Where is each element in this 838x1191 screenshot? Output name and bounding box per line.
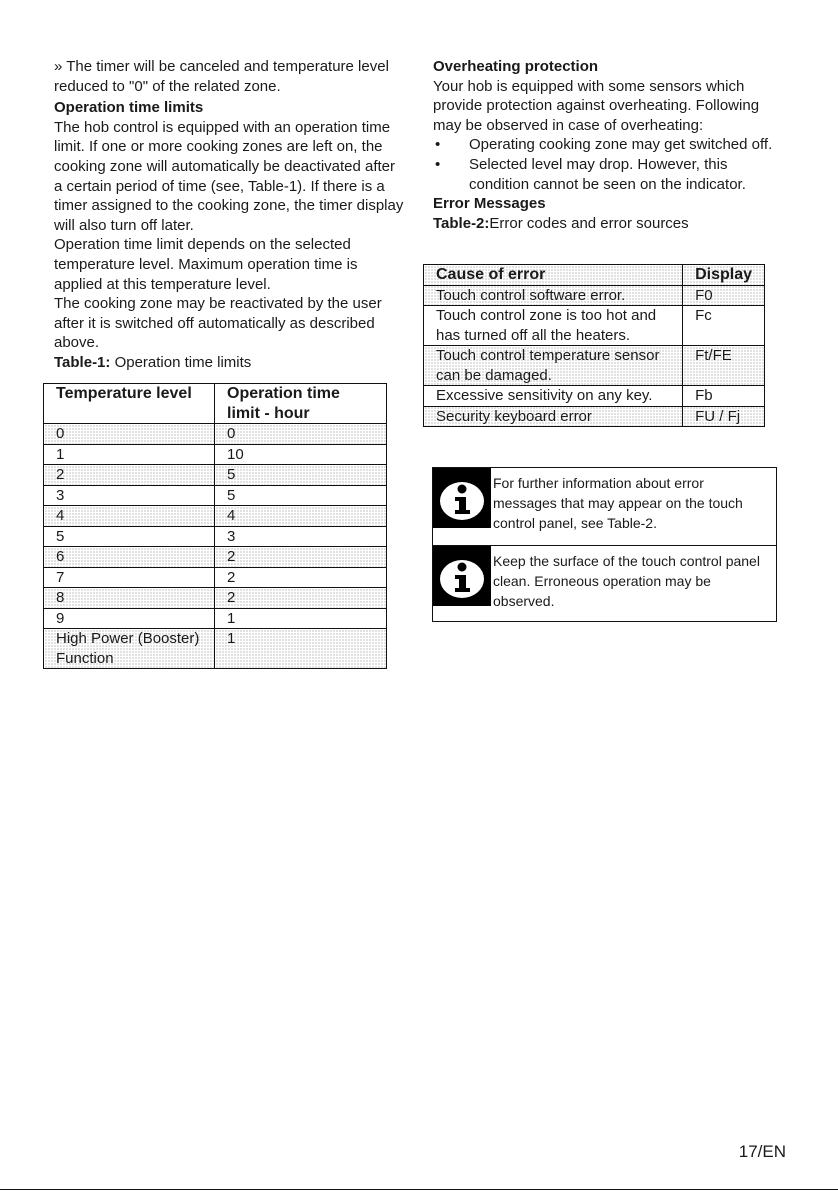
table-row xyxy=(424,306,765,346)
table-row xyxy=(44,444,387,465)
table-cell: 2 xyxy=(215,567,387,588)
table-header-cell: Cause of error xyxy=(424,265,683,286)
table-cell: Fb xyxy=(683,386,765,407)
note-text: Keep the surface of the touch control panel clean. Erroneous operation may be observed. xyxy=(493,553,760,609)
table-cell: 0 xyxy=(215,424,387,445)
page-number: 17/EN xyxy=(738,1142,786,1161)
table-cell: FU / Fj xyxy=(683,406,765,427)
operation-time-paragraph: The hob control is equipped with an operation time limit. If one or more cooking zones are left on, the cooking zone will automatically be deactivated after a certain period of time (see, Table-1). If there is a timer assigned to the cooking zone, the timer display will also turn off later. xyxy=(54,118,404,234)
table-cell: 1 xyxy=(215,608,387,629)
table-cell: Touch control software error. xyxy=(424,285,683,306)
table-cell: 2 xyxy=(215,588,387,609)
error-codes-table xyxy=(423,264,765,427)
table-cell: Security keyboard error xyxy=(424,406,683,427)
table-cell: 3 xyxy=(215,526,387,547)
table-cell: Ft/FE xyxy=(683,346,765,386)
table-cell: Touch control zone is too hot and has turned off all the heaters. xyxy=(424,306,683,346)
table-row xyxy=(44,506,387,527)
table-cell: 4 xyxy=(44,506,215,527)
table-row xyxy=(424,406,765,427)
table-row xyxy=(44,424,387,445)
table-cell: 2 xyxy=(44,465,215,486)
table-row xyxy=(424,386,765,407)
table-cell: Excessive sensitivity on any key. xyxy=(424,386,683,407)
operation-time-table xyxy=(43,383,387,669)
table1-caption xyxy=(54,353,404,373)
footer-divider xyxy=(0,1189,838,1190)
info-note xyxy=(433,545,776,621)
note-text: For further information about error messages that may appear on the touch control panel, see Table-2. xyxy=(493,475,743,531)
table-header-cell: Operation time limit - hour xyxy=(215,384,387,424)
notes-box xyxy=(432,467,777,622)
table-cell: 1 xyxy=(215,629,387,669)
table-cell: 5 xyxy=(215,465,387,486)
table-row xyxy=(44,547,387,568)
left-column xyxy=(54,57,404,373)
table-cell: 3 xyxy=(44,485,215,506)
table-header-row xyxy=(44,384,387,424)
table-cell: 1 xyxy=(44,444,215,465)
table-cell: 7 xyxy=(44,567,215,588)
table1-caption-label: Table-1: xyxy=(54,353,111,371)
table-row xyxy=(44,526,387,547)
table-row xyxy=(44,629,387,669)
reactivation-paragraph: The cooking zone may be reactivated by the user after it is switched off automatically as described above. xyxy=(54,295,382,352)
table-cell: 5 xyxy=(215,485,387,506)
overheating-paragraph: Your hob is equipped with some sensors which provide protection against overheating. Following may be observed in case of overheating: xyxy=(433,77,760,134)
timer-cancel-text: » The timer will be canceled and temperature level reduced to "0" of the related zone. xyxy=(54,58,389,95)
right-column xyxy=(433,57,785,233)
table-row xyxy=(44,485,387,506)
table2-caption-text: Error codes and error sources xyxy=(489,214,689,232)
table-header-cell: Display xyxy=(683,265,765,286)
table-cell: High Power (Booster) Function xyxy=(44,629,215,669)
list-item: • Operating cooking zone may get switched off. xyxy=(433,135,785,155)
table-cell: 6 xyxy=(44,547,215,568)
table2-caption xyxy=(433,214,785,234)
table-cell: 10 xyxy=(215,444,387,465)
table-row xyxy=(44,608,387,629)
overheating-heading: Overheating protection xyxy=(433,58,599,75)
overheating-bullet-list xyxy=(433,135,785,194)
info-icon xyxy=(433,546,491,606)
table-row xyxy=(44,588,387,609)
operation-time-level-paragraph: Operation time limit depends on the selected temperature level. Maximum operation time is applied at this temperature level. xyxy=(54,236,358,293)
table-cell: 5 xyxy=(44,526,215,547)
table-cell: 4 xyxy=(215,506,387,527)
table-row xyxy=(424,285,765,306)
table-cell: Fc xyxy=(683,306,765,346)
table-cell: 8 xyxy=(44,588,215,609)
info-note xyxy=(433,468,776,533)
error-messages-heading: Error Messages xyxy=(433,195,546,213)
table-row xyxy=(44,567,387,588)
table-cell: 0 xyxy=(44,424,215,445)
operation-time-limits-heading: Operation time limits xyxy=(54,99,204,117)
table-cell: 2 xyxy=(215,547,387,568)
table-row xyxy=(44,465,387,486)
table-row xyxy=(424,346,765,386)
table-header-row xyxy=(424,265,765,286)
table-cell: F0 xyxy=(683,285,765,306)
table1-caption-text: Operation time limits xyxy=(110,353,252,371)
info-icon xyxy=(433,468,491,528)
list-item: • Selected level may drop. However, this condition cannot be seen on the indicator. xyxy=(433,155,785,194)
table-cell: Touch control temperature sensor can be damaged. xyxy=(424,346,683,386)
table-cell: 9 xyxy=(44,608,215,629)
table2-caption-label: Table-2: xyxy=(433,214,490,232)
table-header-cell: Temperature level xyxy=(44,384,215,424)
